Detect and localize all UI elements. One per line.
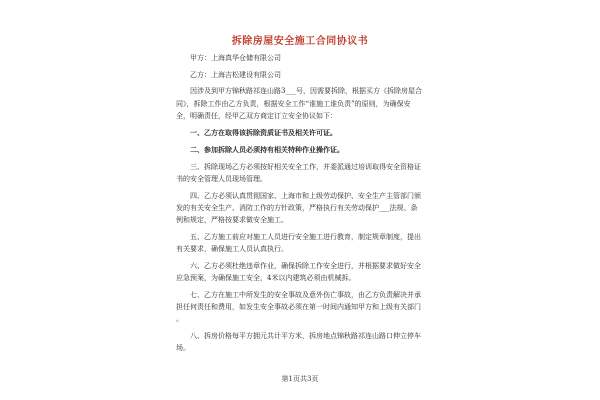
document-title: 拆除房屋安全施工合同协议书 bbox=[231, 36, 369, 47]
clause-2: 二、参加拆除人员必须持有相关特种作业操作证。 bbox=[190, 145, 344, 154]
clause-4-line: 发的有关安全生产、消防工作的方针政策，严格执行有关劳动保护___法规、条 bbox=[176, 204, 418, 212]
intro-line: 因涉及到甲方锦秋路祁连山路3___号，因需要拆除，根据买方《拆除房屋合 bbox=[190, 87, 422, 95]
clause-4-line: 四、乙方必须认真贯彻国家、上海市和上级劳动保护、安全生产主管部门颁 bbox=[190, 192, 421, 200]
clause-8-line: 八、拆房价格每平方拥元共计平方米，拆房地点锦秋路祁连山路口伸立停车 bbox=[190, 332, 421, 340]
party-b: 乙方：上海吉松建设有限公司 bbox=[190, 71, 281, 79]
clause-3-line: 书的安全管理人员现场管理。 bbox=[176, 175, 267, 183]
page-footer: 第1页共3页 bbox=[281, 375, 319, 383]
party-a: 甲方：上海真华仓储有限公司 bbox=[190, 54, 281, 62]
clause-4-line: 例和规定，严格按要求做安全施工。 bbox=[176, 216, 288, 224]
intro-line: 全，明确责任，经甲乙双方商定订立安全协议如下： bbox=[176, 112, 337, 120]
clause-6-line: 应急预案，为确保施工安全，4米以内建筑必须由机械拆。 bbox=[176, 274, 356, 282]
clause-7-line: 七、乙方在施工中所发生的安全事故及意外伤亡事故，由乙方负责解决并承 bbox=[190, 291, 421, 299]
clause-5-line: 有关要求，确保施工人员认真执行。 bbox=[176, 245, 288, 253]
clause-5-line: 五、乙方施工前应对施工人员进行安全施工进行教育，制定规章制度，提出 bbox=[190, 233, 421, 241]
clause-7-line: 。 bbox=[176, 315, 183, 323]
clause-8-line: 场。 bbox=[176, 344, 190, 352]
intro-line: 同》，拆除工作由乙方负责，根据安全工作“谁施工谁负责”的原则，为确保安 bbox=[176, 100, 411, 108]
clause-6-line: 六、乙方必须杜绝违章作业，确保拆除工作安全进行，并根据要求做好安全 bbox=[190, 262, 421, 270]
clause-7-line: 担任何责任和费用，如发生安全事故必须在第一时间内通知甲方和上级有关部门 bbox=[176, 303, 421, 311]
clause-1: 一、乙方在取得该拆除资质证书及相关许可证。 bbox=[190, 128, 337, 137]
clause-3-line: 三、拆除现场乙方必须按好相关安全工作，并委派通过培训取得安全资格证 bbox=[190, 163, 421, 171]
